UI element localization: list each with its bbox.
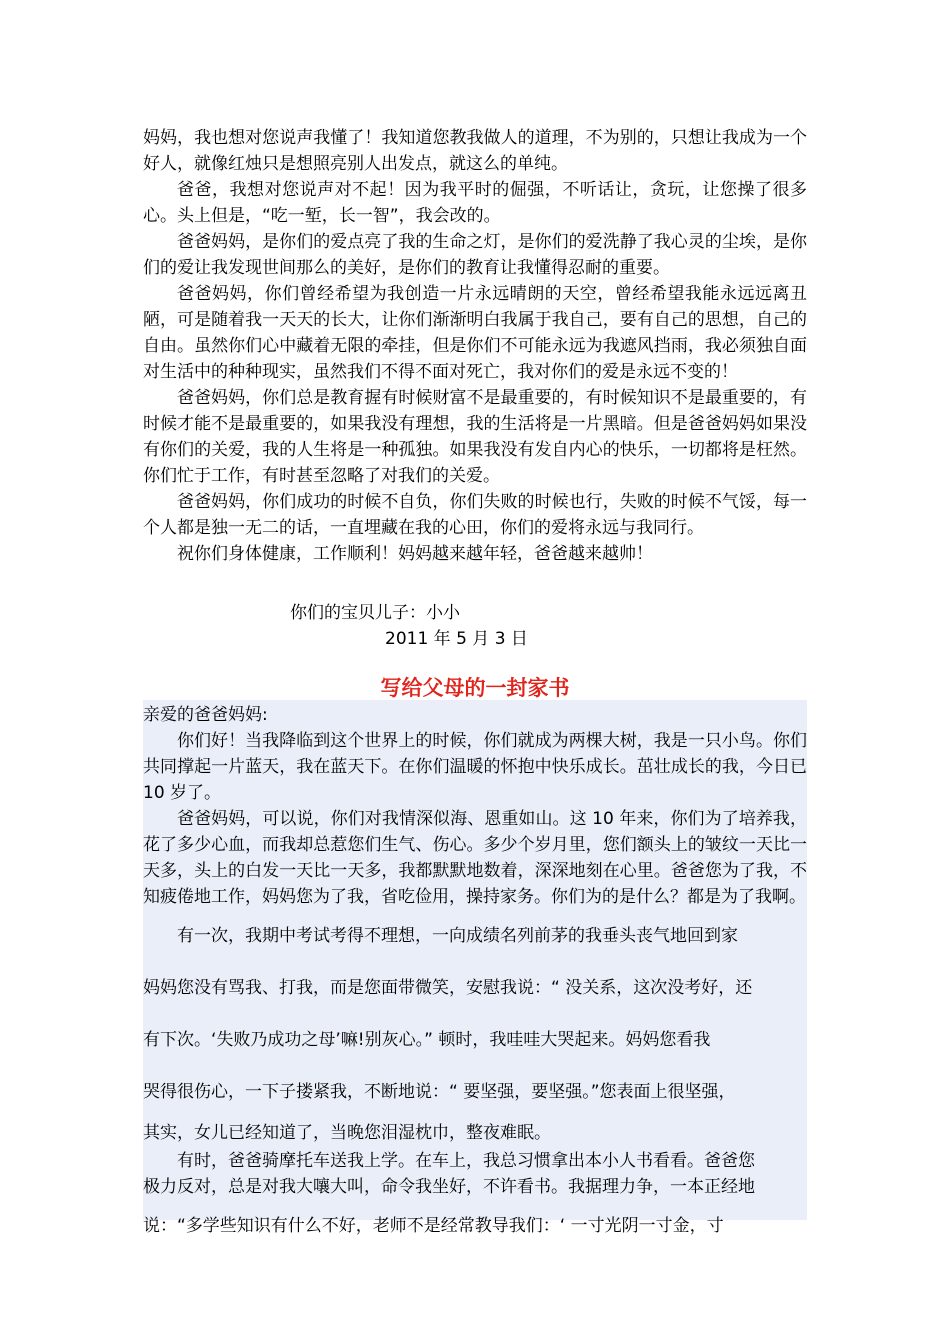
letter2-line: 哭得很伤心，一下子搂紧我，不断地说：“ 要坚强，要坚强。”您表面上很坚强， — [143, 1082, 736, 1102]
letter1-paragraph: 爸爸妈妈，你们曾经希望为我创造一片永远晴朗的天空，曾经希望我能永远远离丑陋，可是随着我一天天的长大，让你们渐渐明白我属于我自己，要有自己的思想，自己的自由。虽然你们心中藏着无限的牵挂，但是你们不可能永远为我遮风挡雨，我必须独自面对生活中的种种现实，虽然我们不得不面对死亡，我对你们的爱是永远不变的！ — [143, 284, 807, 382]
letter2-title: 写给父母的一封家书 — [380, 676, 570, 700]
letter1-paragraph: 祝你们身体健康，工作顺利！妈妈越来越年轻，爸爸越来越帅！ — [177, 544, 653, 564]
letter2-paragraph: 爸爸妈妈，可以说，你们对我情深似海、恩重如山。这 10 年来，你们为了培养我，花了多少心血，而我却总惹您们生气、伤心。多少个岁月里，您们额头上的皱纹一天比一天多，头上的白发一天比一天多，我都默默地数着，深深地刻在心里。爸爸您为了我，不知疲倦地工作，妈妈您为了我，省吃俭用，操持家务。你们为的是什么？都是为了我啊。 — [143, 809, 807, 907]
letter1-paragraph: 妈妈，我也想对您说声我懂了！我知道您教我做人的道理，不为别的，只想让我成为一个好人，就像红烛只是想照亮别人出发点，就这么的单纯。 — [143, 128, 807, 174]
letter2-line: 有一次，我期中考试考得不理想，一向成绩名列前茅的我垂头丧气地回到家 — [177, 926, 738, 946]
letter2-line: 有时，爸爸骑摩托车送我上学。在车上，我总习惯拿出本小人书看看。爸爸您 — [177, 1151, 755, 1171]
letter2-line: 其实，女儿已经知道了，当晚您泪湿枕巾，整夜难眠。 — [143, 1123, 551, 1143]
letter1-paragraph: 爸爸妈妈，是你们的爱点亮了我的生命之灯，是你们的爱洗静了我心灵的尘埃，是你们的爱让我发现世间那么的美好，是你们的教育让我懂得忍耐的重要。 — [143, 232, 807, 278]
letter1-paragraph: 爸爸，我想对您说声对不起！因为我平时的倔强，不听话让，贪玩，让您操了很多心。头上但是，“吃一堑，长一智”，我会改的。 — [143, 180, 807, 226]
letter1-paragraph: 爸爸妈妈，你们总是教育握有时候财富不是最重要的，有时候知识不是最重要的，有时候才能不是最重要的，如果我没有理想，我的生活将是一片黑暗。但是爸爸妈妈如果没有你们的关爱，我的人生将是一种孤独。如果我没有发自内心的快乐，一切都将是枉然。你们忙于工作，有时甚至忽略了对我们的关爱。 — [143, 388, 807, 486]
letter2-line: 妈妈您没有骂我、打我，而是您面带微笑，安慰我说：“ 没关系，这次没考好，还 — [143, 978, 753, 998]
signature: 你们的宝贝儿子：小小 — [290, 603, 460, 623]
letter2-line: 有下次。‘失败乃成功之母’嘛!别灰心。” 顿时，我哇哇大哭起来。妈妈您看我 — [143, 1030, 711, 1050]
signature-date: 2011 年 5 月 3 日 — [385, 629, 528, 649]
letter2-paragraph: 你们好！当我降临到这个世界上的时候，你们就成为两棵大树，我是一只小鸟。你们共同撑起一片蓝天，我在蓝天下。在你们温暖的怀抱中快乐成长。茁壮成长的我，今日已 10 岁了。 — [143, 731, 807, 803]
letter2-body — [143, 702, 807, 1252]
letter2-line: 说：“多学些知识有什么不好，老师不是经常教导我们：‘ 一寸光阴一寸金，寸 — [143, 1216, 724, 1236]
salutation: 亲爱的爸爸妈妈: — [143, 705, 268, 725]
letter1-body — [143, 125, 807, 567]
letter1-paragraph: 爸爸妈妈，你们成功的时候不自负，你们失败的时候也行，失败的时候不气馁，每一个人都是独一无二的话，一直埋藏在我的心田，你们的爱将永远与我同行。 — [143, 492, 807, 538]
letter2-line: 极力反对，总是对我大嚷大叫，命令我坐好，不许看书。我据理力争，一本正经地 — [143, 1177, 755, 1197]
